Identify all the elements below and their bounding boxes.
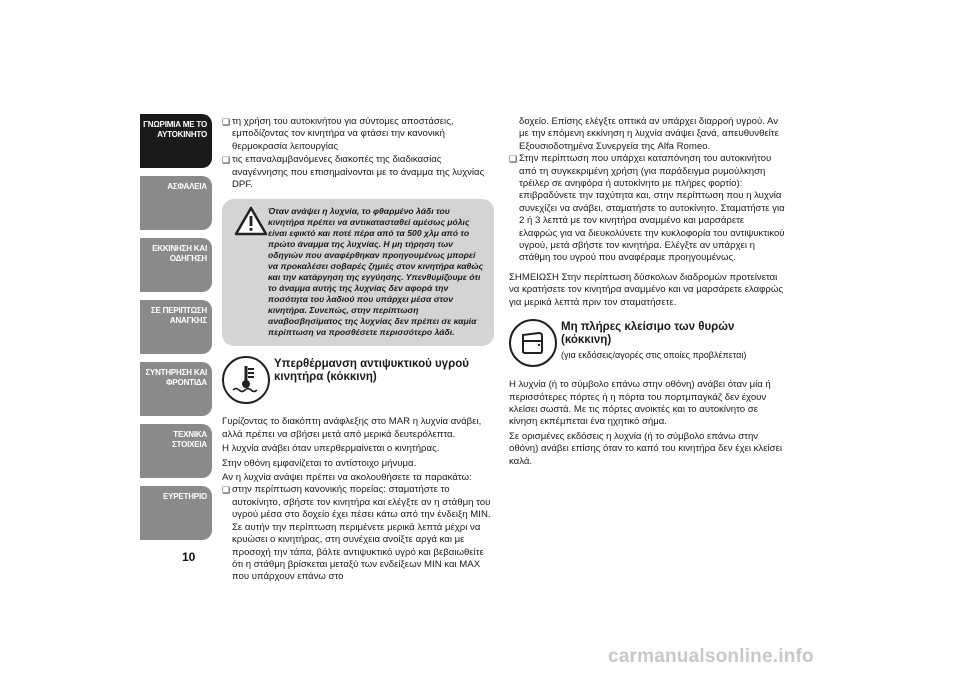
list-item: ❑ Στην περίπτωση που υπάρχει καταπόνηση του αυτοκινήτου από τη συγκεκριμένη χρήση (για παράδειγμα ρυμούλκηση τρέιλερ σε ανηφόρα ή αυτοκίνητο με πλήρες φορτίο): επιβραδύνετε την ταχύτητα και, στην περίπτωση που η λυχνία συνεχίζει να ανάβει, σταματήστε το αυτοκίνητο. Σταματήστε για 2 ή 3 λεπτά με τον κινητήρα αναμμένο και μαρσάρετε ελαφρώς για να διευκολύνετε την κυκλοφορία του αντιψυκτικού υγρού, μετά σβήστε τον κινητήρα. Ελέγξτε αν υπάρχει η στάθμη του υγρού που αναφέραμε προηγουμένως. — [509, 153, 785, 265]
tab-label: ΑΣΦΑΛΕΙΑ — [167, 182, 207, 191]
paragraph: Αν η λυχνία ανάψει πρέπει να ακολουθήσετε τα παρακάτω: — [222, 472, 472, 484]
tab-starting-driving[interactable] — [140, 238, 212, 292]
tab-label: ΕΥΡΕΤΗΡΙΟ — [163, 492, 207, 501]
warning-triangle-icon — [234, 206, 268, 236]
tab-label: ΣΥΝΤΗΡΗΣΗ ΚΑΙ ΦΡΟΝΤΙΔΑ — [145, 368, 207, 387]
tab-label: ΤΕΧΝΙΚΑ ΣΤΟΙΧΕΙΑ — [171, 430, 207, 449]
list-item: ❑ τη χρήση του αυτοκινήτου για σύντομες αποστάσεις, εμποδίζοντας τον κινητήρα να φτάσει την κανονική θερμοκρασία λειτουργίας — [222, 116, 494, 153]
section-title: Μη πλήρες κλείσιμο των θυρών (κόκκινη) — [561, 321, 735, 347]
tab-safety[interactable] — [140, 176, 212, 230]
list-item: ❑ τις επαναλαμβανόμενες διακοπές της διαδικασίας αναγέννησης που επισημαίνονται με το άναμμα της λυχνίας DPF. — [222, 154, 494, 191]
tab-label: ΕΚΚΙΝΗΣΗ ΚΑΙ ΟΔΗΓΗΣΗ — [152, 244, 207, 263]
coolant-temperature-icon — [222, 356, 270, 404]
chapter-sidebar — [140, 114, 212, 551]
note-paragraph: ΣΗΜΕΙΩΣΗ Στην περίπτωση δύσκολων διαδρομών προτείνεται να κρατήσετε τον κινητήρα αναμμένο και να μαρσάρετε ελαφρώς για μερικά λεπτά πριν τον σταματήσετε. — [509, 271, 783, 308]
warning-box — [222, 199, 494, 346]
paragraph: Η λυχνία ανάβει όταν υπερθερμαίνεται ο κινητήρας. — [222, 443, 440, 455]
tab-getting-to-know[interactable] — [140, 114, 212, 168]
watermark: carmanualsonline.info — [608, 646, 814, 667]
left-column — [222, 116, 494, 585]
warning-text: Όταν ανάψει η λυχνία, το φθαρμένο λάδι του κινητήρα πρέπει να αντικατασταθεί αμέσως μόλις είναι εφικτό και ποτέ πέρα από τα 500 χλμ από το πρώτο άναμμα της λυχνίας. Η μη τήρηση των οδηγιών που αναφέρθηκαν προηγουμένως μπορεί να προκαλέσει σοβαρές ζημιές στον κινητήρα καθώς και την κατάργηση της εγγύησης. Υπενθυμίζουμε ότι το άναμμα αυτής της λυχνίας δεν αφορά την ποσότητα του λαδιού που υπάρχει μέσα στον κινητήρα. Συνεπώς, στην περίπτωση αναβοσβησίματος της λυχνίας δεν πρέπει σε καμία περίπτωση να προσθέσετε περισσότερο λάδι. — [268, 206, 484, 338]
tab-technical-data[interactable] — [140, 424, 212, 478]
tab-label: ΓΝΩΡΙΜΙΑ ΜΕ ΤΟ ΑΥΤΟΚΙΝΗΤΟ — [143, 120, 207, 139]
paragraph: Γυρίζοντας το διακόπτη ανάφλεξης στο MAR η λυχνία ανάβει, αλλά πρέπει να σβήσει μετά από μερικά δευτερόλεπτα. — [222, 416, 482, 440]
section-subtitle: (για εκδόσεις/αγορές στις οποίες προβλέπεται) — [561, 350, 747, 361]
paragraph: δοχείο. Επίσης ελέγξτε οπτικά αν υπάρχει διαρροή υγρού. Αν με την επόμενη εκκίνηση η λυχνία ανάψει ξανά, απευθυνθείτε Εξουσιοδοτημένα Συνεργεία της Alfa Romeo. — [519, 116, 779, 152]
section-title: Υπερθέρμανση αντιψυκτικού υγρού κινητήρα (κόκκινη) — [274, 358, 469, 384]
door-open-icon — [509, 319, 557, 367]
tab-maintenance[interactable] — [140, 362, 212, 416]
page-number: 10 — [182, 550, 196, 564]
door-section-header — [509, 319, 785, 377]
coolant-section-header — [222, 356, 494, 414]
paragraph: Σε ορισμένες εκδόσεις η λυχνία (ή το σύμβολο επάνω στην οθόνη) ανάβει επίσης όταν το καπό του κινητήρα δεν έχει κλείσει καλά. — [509, 430, 782, 467]
tab-index[interactable] — [140, 486, 212, 540]
right-column — [509, 116, 785, 468]
paragraph: Η λυχνία (ή το σύμβολο επάνω στην οθόνη) ανάβει όταν μία ή περισσότερες πόρτες ή η πόρτα του πορτμπαγκάζ δεν έχουν κλείσει σωστά. Με τις πόρτες ανοικτές και το αυτοκίνητο σε κίνηση εκπέμπεται ένα ηχητικό σήμα. — [509, 379, 771, 428]
list-item: ❑ στην περίπτωση κανονικής πορείας: σταματήστε το αυτοκίνητο, σβήστε τον κινητήρα και ελέγξτε αν η στάθμη του υγρού μέσα στο δοχείο έχει πέσει κάτω από την ένδειξη MIN. Σε αυτήν την περίπτωση περιμένετε μερικά λεπτά μέχρι να κρυώσει ο κινητήρας, στη συνέχεια ανοίξτε αργά και με προσοχή την τάπα, βάλτε αντιψυκτικό υγρό και βεβαιωθείτε ότι η στάθμη βρίσκεται μεταξύ των ενδείξεων MIN και MAX που υπάρχουν επάνω στο — [222, 484, 494, 583]
tab-emergency[interactable] — [140, 300, 212, 354]
paragraph: Στην οθόνη εμφανίζεται το αντίστοιχο μήνυμα. — [222, 457, 417, 469]
tab-label: ΣΕ ΠΕΡΙΠΤΩΣΗ ΑΝΑΓΚΗΣ — [150, 306, 207, 325]
